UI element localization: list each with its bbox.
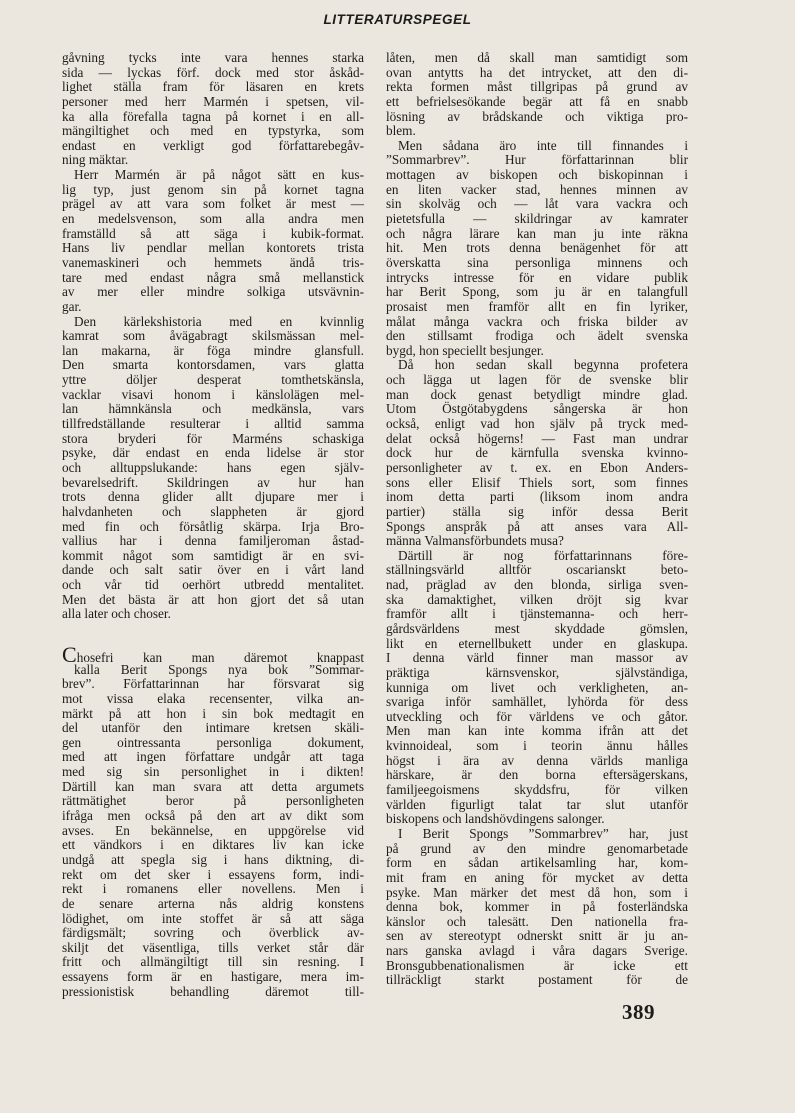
text-line: mot vissa elaka recensenter, vilka an- <box>62 690 364 706</box>
text-line: sons eller Elisif Thiels sort, som finnes <box>386 474 688 490</box>
text-line: pietetsfulla — skildringar av kamrater <box>386 211 688 227</box>
text-line: Den smarta kontorsdamen, vars glatta <box>62 357 364 373</box>
text-line: ställningsvärld alltför oscarianskt beto- <box>386 562 688 578</box>
text-line: de senare arterna nås aldrig konstens <box>62 895 364 911</box>
text-line: kommit något som samtidigt är en svi- <box>62 547 364 563</box>
text-line: hit. Men trots denna benägenhet för att <box>386 240 688 256</box>
text-line: låten, men då skall man samtidigt som <box>386 50 688 65</box>
paragraph-gap <box>62 622 364 648</box>
text-line: lan hämnkänsla och medkänsla, vars <box>62 401 364 417</box>
text-line: prosaist men framför allt en fin lyriker, <box>386 298 688 314</box>
text-line: har Berit Spong, som ju är en talangfull <box>386 284 688 300</box>
text-line: personligheter av t. ex. en Ebon Anders- <box>386 459 688 475</box>
text-line: halvdanheten och slappheten är gjord <box>62 503 364 519</box>
text-line: och alltuppslukande: hans egen själv- <box>62 459 364 475</box>
text-line: tillfredställande resulterar i alltid samma <box>62 416 364 432</box>
text-line: Därtill är nog författarinnans före- <box>398 547 688 563</box>
text-line: endast en verkligt god författarebegåv- <box>62 137 364 153</box>
text-line: av mer eller mindre solkiga utsvävnin- <box>62 284 364 300</box>
text-line: I denna värld finner man massor av <box>386 650 688 666</box>
text-line: tillräckligt starkt postament för de <box>386 972 688 988</box>
text-line: utveckling och för världens ve och gåtor. <box>386 708 688 724</box>
text-line: rekt om det sker i essayens form, indi- <box>62 866 364 882</box>
text-line: intrycks intresse för en vidare publik <box>386 269 688 285</box>
text-line: prägel av att vara som folket är mest — <box>62 196 364 212</box>
text-line: essayens form är en hastigare, mera im- <box>62 969 364 985</box>
text-line: nars ganska avlagd i våra dagars Sverige. <box>386 943 688 959</box>
text-line: kamrat som åvägabragt skilsmässan mel- <box>62 328 364 344</box>
text-line: ett vändkors i en diktares liv kan icke <box>62 837 364 853</box>
text-line: pressionistisk behandling däremot till- <box>62 983 364 999</box>
text-line: lighet ställa fram för läsaren en krets <box>62 79 364 95</box>
text-line: ovan antytts ha det intrycket, att den di- <box>386 64 688 80</box>
text-line: lödighet, om inte stoffet är så att säga <box>62 910 364 926</box>
text-line: familjeegoismens skyddsfru, för vilken <box>386 782 688 798</box>
text-line: lan makarna, är föga mindre glansfull. <box>62 342 364 358</box>
text-line: känslor och talesätt. Den nationella fra- <box>386 913 688 929</box>
text-line: inom detta parti (liksom inom andra <box>386 489 688 505</box>
text-line: gårdsvärldens mest skyddade gömslen, <box>386 620 688 636</box>
text-line: bygd, hon speciellt besjunger. <box>386 342 544 358</box>
text-line: mottagen av biskopen och biskopinnan i <box>386 167 688 183</box>
text-line: Men det bästa är att hon gjort det så utan <box>62 591 364 607</box>
text-line: dande och salt satir över en i vårt land <box>62 562 364 578</box>
text-line: med att ingen författare undgår att taga <box>62 749 364 765</box>
text-line: rekt i romanens eller novellens. Men i <box>62 881 364 897</box>
text-line: sida — lyckas förf. dock med stor åskåd- <box>62 64 364 80</box>
text-line: Hans liv pendlar mellan kontorets trista <box>62 240 364 256</box>
text-line: mit fram en aning för mycket av detta <box>386 869 688 885</box>
text-line: lig typ, just genom sin på kornet tagna <box>62 181 364 197</box>
text-line: man dock genast betydligt mindre glad. <box>386 386 688 402</box>
text-line: bevarelsedrift. Skildringen av hur han <box>62 474 364 490</box>
text-line: färdigsmält; sovring och överblick av- <box>62 925 364 941</box>
text-line: kalla Berit Spongs nya bok ”Sommar- <box>74 661 364 677</box>
text-line: Spongs anspråk på att anses vara All- <box>386 518 688 534</box>
text-line: världen figurligt talat tar slut utanför <box>386 796 688 812</box>
text-line: undgå att spegla sig i hans diktning, di- <box>62 851 364 867</box>
text-line: Då hon sedan skall begynna profetera <box>398 357 688 373</box>
text-line: gen ointressanta personliga dokument, <box>62 734 364 750</box>
text-line: en medelsvenson, som alla andra men <box>62 211 364 227</box>
text-line: rättmätighet beror på personligheten <box>62 793 364 809</box>
text-line: ett befrielsesökande begär att få en snabb <box>386 93 688 109</box>
text-line: yttre döljer desperat tomthetskänsla, <box>62 372 364 388</box>
text-line: högst i ära av denna världs manliga <box>386 752 688 768</box>
text-line: trots denna glider allt djupare mer i <box>62 489 364 505</box>
text-line: på grund av den mindre genomarbetade <box>386 840 688 856</box>
text-line: vallius har i denna familjeroman åstad- <box>62 533 364 549</box>
text-line: Därtill kan man svara att detta argumets <box>62 778 364 794</box>
text-line: Herr Marmén är på något sätt en kus- <box>74 167 364 183</box>
text-line: med sig sin personlighet in i dikten! <box>62 764 364 780</box>
text-line: den stillsamt frodiga och ädelt svenska <box>386 328 688 344</box>
text-line: Men man kan inte komma ifrån att det <box>386 723 688 739</box>
text-line: stora bryderi för Marméns schaskiga <box>62 430 364 446</box>
text-line: denna bok, kommer in på fosterländska <box>386 899 688 915</box>
text-line: överskatta sina personliga minnens och <box>386 254 688 270</box>
text-line: mängiltighet och med en typstyrka, som <box>62 123 364 139</box>
text-line: psyke, där endast en enda lidelse är stor <box>62 445 364 461</box>
text-line: gåvning tycks inte vara hennes starka <box>62 50 364 65</box>
text-line: personer med herr Marmén i spetsen, vil- <box>62 93 364 109</box>
left-text-column <box>62 51 364 999</box>
text-line: och några lärare kan man ju inte räkna <box>386 225 688 241</box>
text-line: kvinnoideal, som i teorin ännu hålles <box>386 738 688 754</box>
text-line: kunniga om livet och verkligheten, an- <box>386 679 688 695</box>
text-line: skiljt det väsentliga, tills verket står där <box>62 939 364 955</box>
text-line: ”Sommarbrev”. Hur författarinnan blir <box>386 152 688 168</box>
page-number: 389 <box>622 1000 655 1024</box>
text-line: sen av stereotypt odnerskt snitt är ju an- <box>386 928 688 944</box>
running-header: LITTERATURSPEGEL <box>323 12 472 27</box>
text-line: lösning av brådskande och viktiga pro- <box>386 108 688 124</box>
text-line: vacklar visavi honom i känslolägen mel- <box>62 386 364 402</box>
text-line: och vår tid oerhört utbredd mentalitet. <box>62 577 364 593</box>
text-line: fritt och allmängiltigt till sin resning. I <box>62 954 364 970</box>
text-line <box>62 641 364 667</box>
text-line: präktiga kärnsvenskor, självständiga, <box>386 664 688 680</box>
text-line: Utom Östgötabygdens sångerska är hon <box>386 401 688 417</box>
text-line: del utanför den intimare kretsen skäli- <box>62 720 364 736</box>
text-line: härskare, är den borna eftersägerskans, <box>386 767 688 783</box>
text-line: vanemaskineri och hemmets ändå tris- <box>62 254 364 270</box>
text-line: Bronsgubbenationalismen är icke ett <box>386 957 688 973</box>
text-line: och lägga ut lagen för de svenske blir <box>386 372 688 388</box>
text-line: brev”. Författarinnan har försvarat sig <box>62 676 364 692</box>
text-line: psyke. Man märker det mest då hon, som i <box>386 884 688 900</box>
text-line: framför allt i tjänstemanna- och herr- <box>386 606 688 622</box>
text-line: alla later och choser. <box>62 606 171 622</box>
text-line: partier) ställa sig inför dessa Berit <box>386 503 688 519</box>
text-line: blem. <box>386 123 416 139</box>
text-line: likt en eternellbukett under en glaskupa. <box>386 635 688 651</box>
text-line: med fin och försåtlig skärpa. Irja Bro- <box>62 518 364 534</box>
right-text-column <box>386 51 688 988</box>
drop-cap-letter: C <box>62 641 77 667</box>
text-line: ifråga men också på den art av dikt som <box>62 808 364 824</box>
text-line: framställd så att säga i kubik-format. <box>62 225 364 241</box>
text-line: nad, präglad av den blonda, sirliga sven- <box>386 577 688 593</box>
text-line: svariga inför samhället, lyhörda för dess <box>386 694 688 710</box>
text-line: form en sådan artikelsamling har, kom- <box>386 855 688 871</box>
text-line: männa Valmansförbundets musa? <box>386 533 564 549</box>
text-line: ka alla förefalla tagna på kornet i en all- <box>62 108 364 124</box>
text-line: biskopens och landshövdingens salonger. <box>386 811 605 827</box>
text-line: sin skolväg och — låt vara vackra och <box>386 196 688 212</box>
text-line: ning mäktar. <box>62 152 129 168</box>
text-line: också, enligt vad hon själv på tryck med- <box>386 416 688 432</box>
text-line: avses. En bekännelse, en uppgörelse vid <box>62 822 364 838</box>
text-line: gar. <box>62 298 82 314</box>
text-line: tare med endast några små mellanstick <box>62 269 364 285</box>
text-line: Men sådana äro inte till finnandes i <box>398 137 688 153</box>
text-line: målat många vackra och friska bilder av <box>386 313 688 329</box>
text-line: märkt på att hon i sin bok medtagit en <box>62 705 364 721</box>
text-line: delat också högerns! — Fast man undrar <box>386 430 688 446</box>
text-line-rest: hosefri kan man däremot knappast <box>76 649 364 665</box>
text-line: dock hur de kärnfulla svenska kvinno- <box>386 445 688 461</box>
text-line: en liten vacker stad, hennes minnen av <box>386 181 688 197</box>
text-line: I Berit Spongs ”Sommarbrev” har, just <box>398 825 688 841</box>
text-line: Den kärlekshistoria med en kvinnlig <box>74 313 364 329</box>
text-line: ska damaktighet, vilken dröjt sig kvar <box>386 591 688 607</box>
text-line: rekta formen måst tillgripas på grund av <box>386 79 688 95</box>
